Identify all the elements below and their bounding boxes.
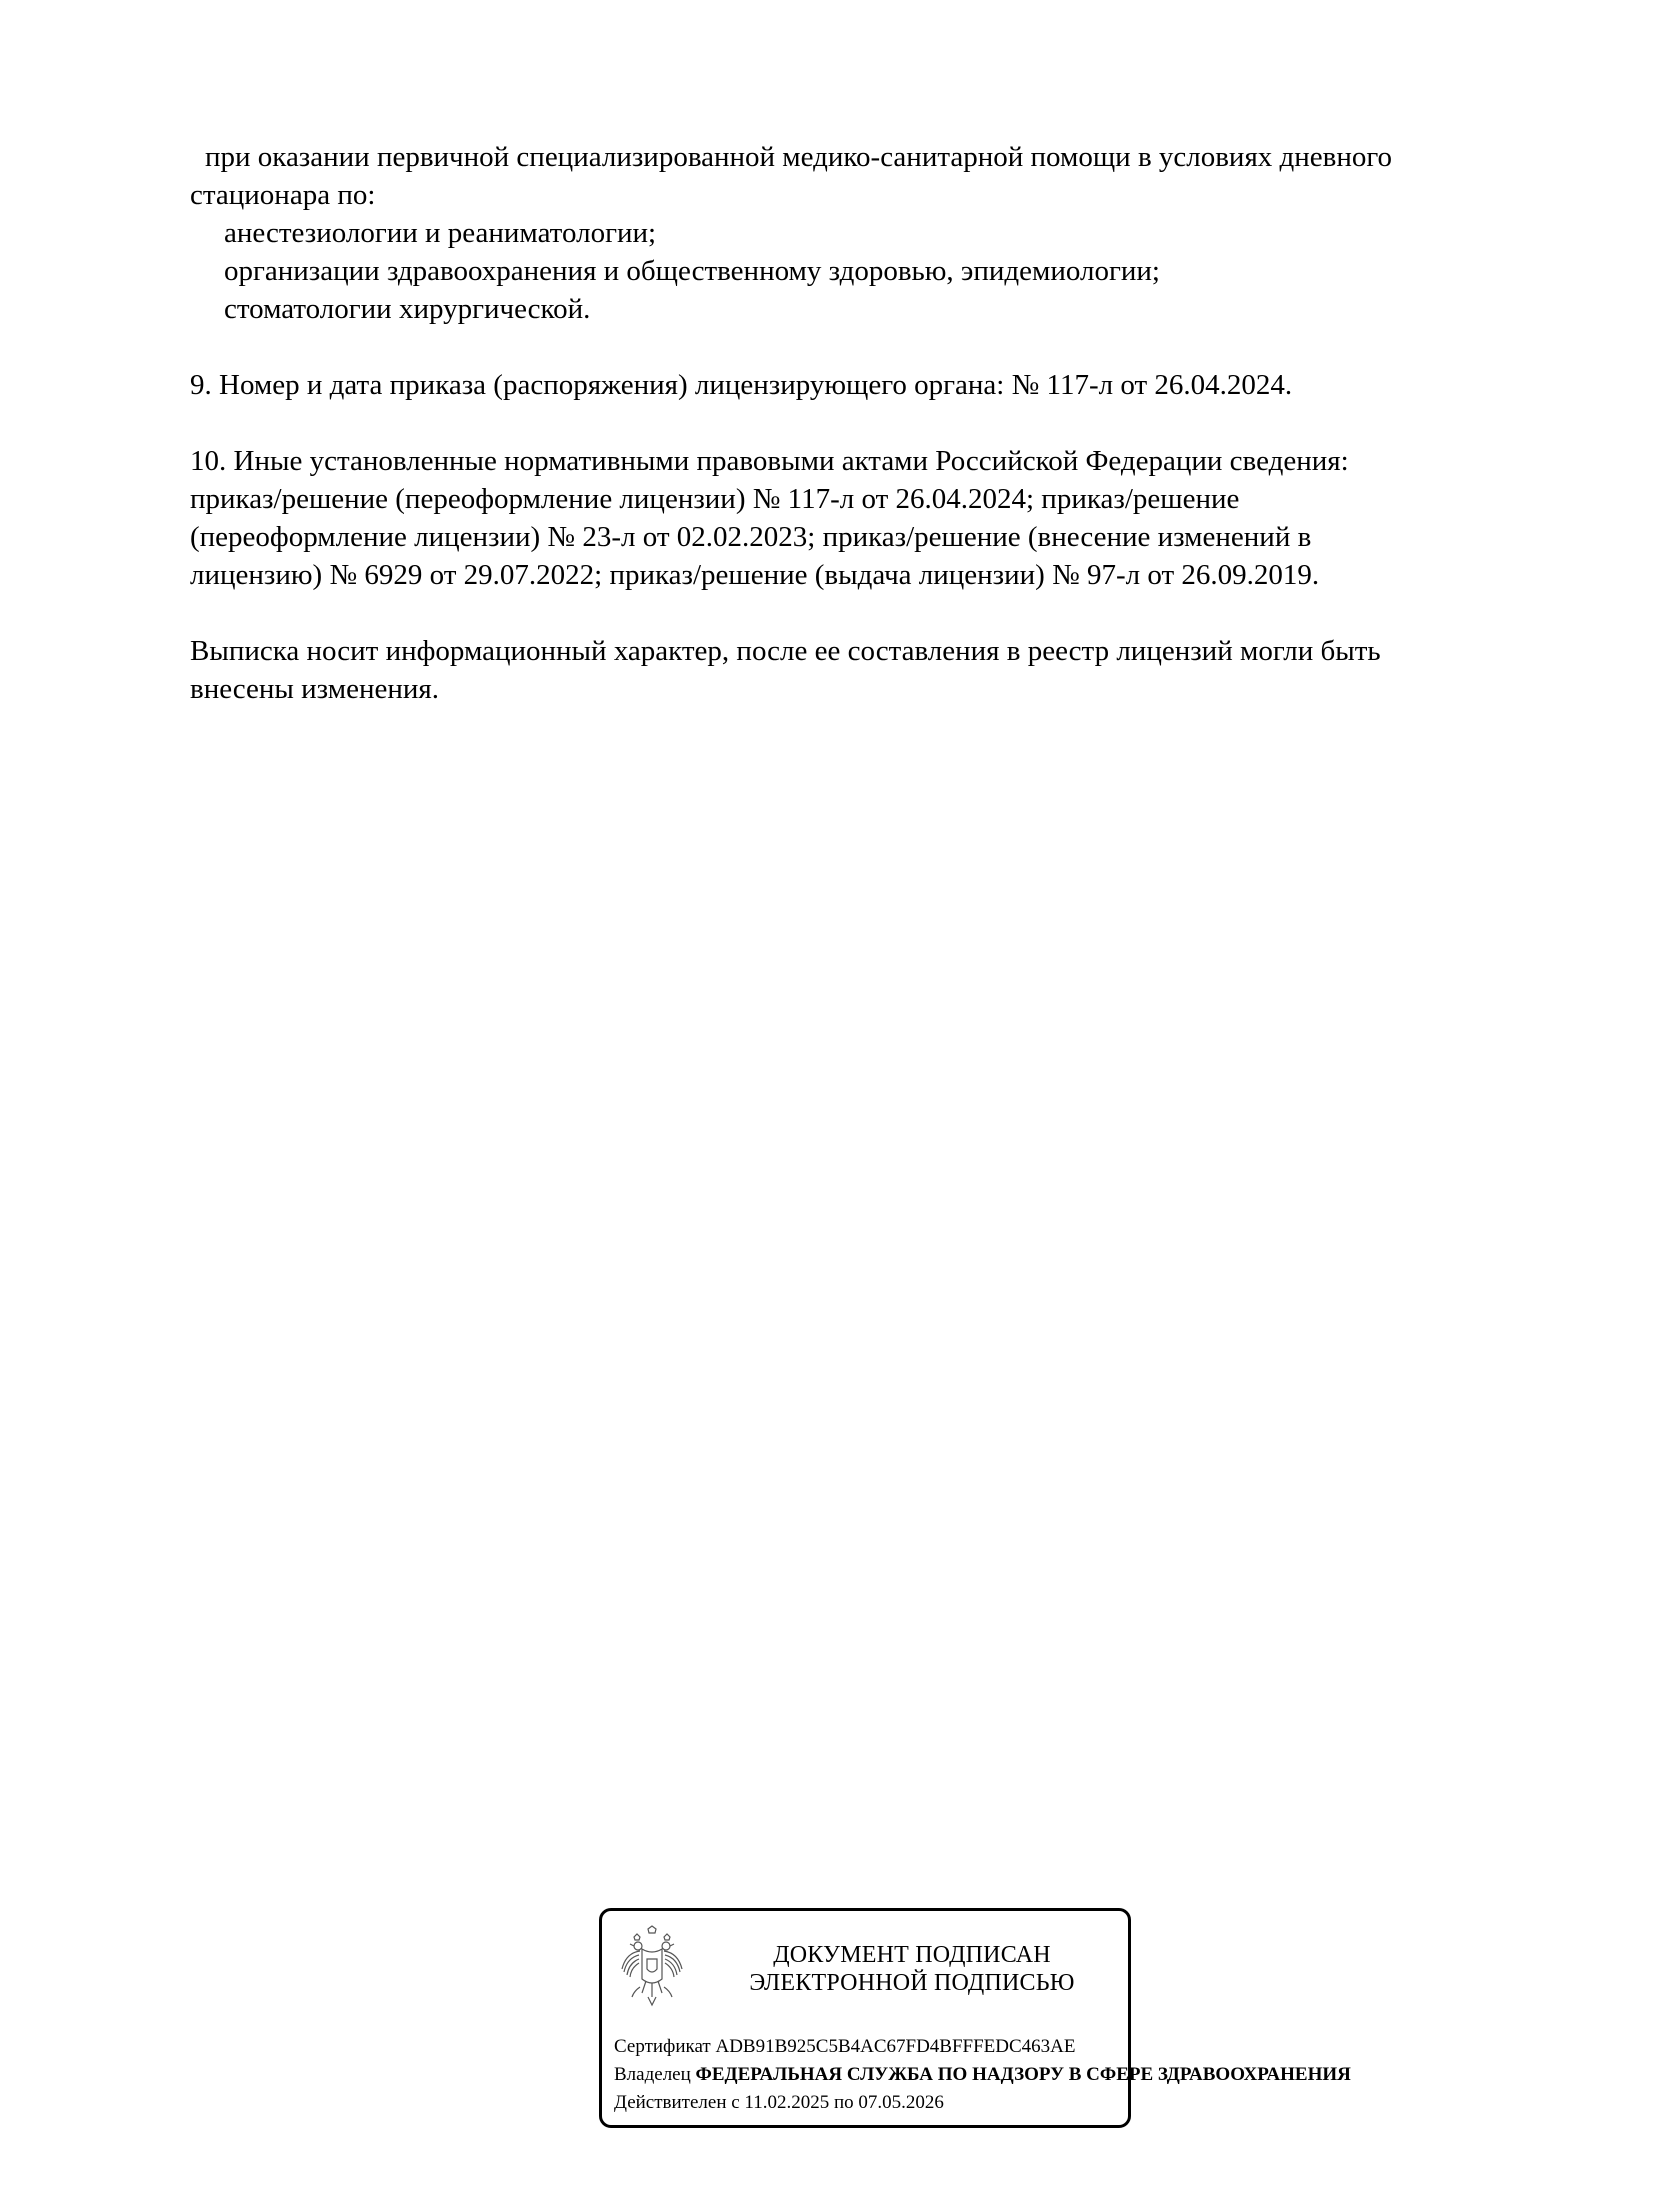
item-10-line: (переоформление лицензии) № 23-л от 02.02.2023; приказ/решение (внесение изменений в [190, 521, 1312, 553]
stamp-title [712, 1941, 1112, 1997]
body-line: при оказании первичной специализированной медико-санитарной помощи в условиях дневного [205, 141, 1393, 173]
stamp-title-line: ДОКУМЕНТ ПОДПИСАН [773, 1942, 1051, 1968]
body-line: стационара по: [190, 179, 376, 211]
owner-row [614, 2061, 1351, 2089]
item-9-order-number: 9. Номер и дата приказа (распоряжения) лицензирующего органа: № 117-л от 26.04.2024. [190, 369, 1293, 401]
certificate-row [614, 2033, 1174, 2061]
certificate-label: Сертификат [614, 2036, 711, 2057]
stamp-title-line: ЭЛЕКТРОННОЙ ПОДПИСЬЮ [749, 1970, 1075, 1996]
electronic-signature-stamp [599, 1908, 1351, 2128]
double-headed-eagle-emblem-icon [618, 1925, 686, 2011]
disclaimer-line: внесены изменения. [190, 673, 439, 705]
paragraph-gap [190, 404, 1530, 442]
item-10-line: лицензию) № 6929 от 29.07.2022; приказ/решение (выдача лицензии) № 97-л от 26.09.2019. [190, 559, 1320, 591]
item-10-line: 10. Иные установленные нормативными правовыми актами Российской Федерации сведения: [190, 445, 1349, 477]
body-line: стоматологии хирургической. [224, 293, 591, 325]
validity-row: Действителен с 11.02.2025 по 07.05.2026 [614, 2092, 944, 2113]
owner-value: ФЕДЕРАЛЬНАЯ СЛУЖБА ПО НАДЗОРУ В СФЕРЕ ЗДРАВООХРАНЕНИЯ [695, 2064, 1351, 2085]
owner-label: Владелец [614, 2064, 691, 2085]
body-line: организации здравоохранения и общественному здоровью, эпидемиологии; [224, 255, 1160, 287]
paragraph-gap [190, 594, 1530, 632]
paragraph-gap [190, 328, 1530, 366]
disclaimer-line: Выписка носит информационный характер, после ее составления в реестр лицензий могли быть [190, 635, 1381, 667]
body-line: анестезиологии и реаниматологии; [224, 217, 657, 249]
certificate-value: ADB91B925C5B4AC67FD4BFFFEDC463AE [715, 2036, 1076, 2057]
stamp-details [614, 2033, 1351, 2117]
document-body [190, 138, 1530, 708]
item-10-line: приказ/решение (переоформление лицензии) № 117-л от 26.04.2024; приказ/решение [190, 483, 1240, 515]
